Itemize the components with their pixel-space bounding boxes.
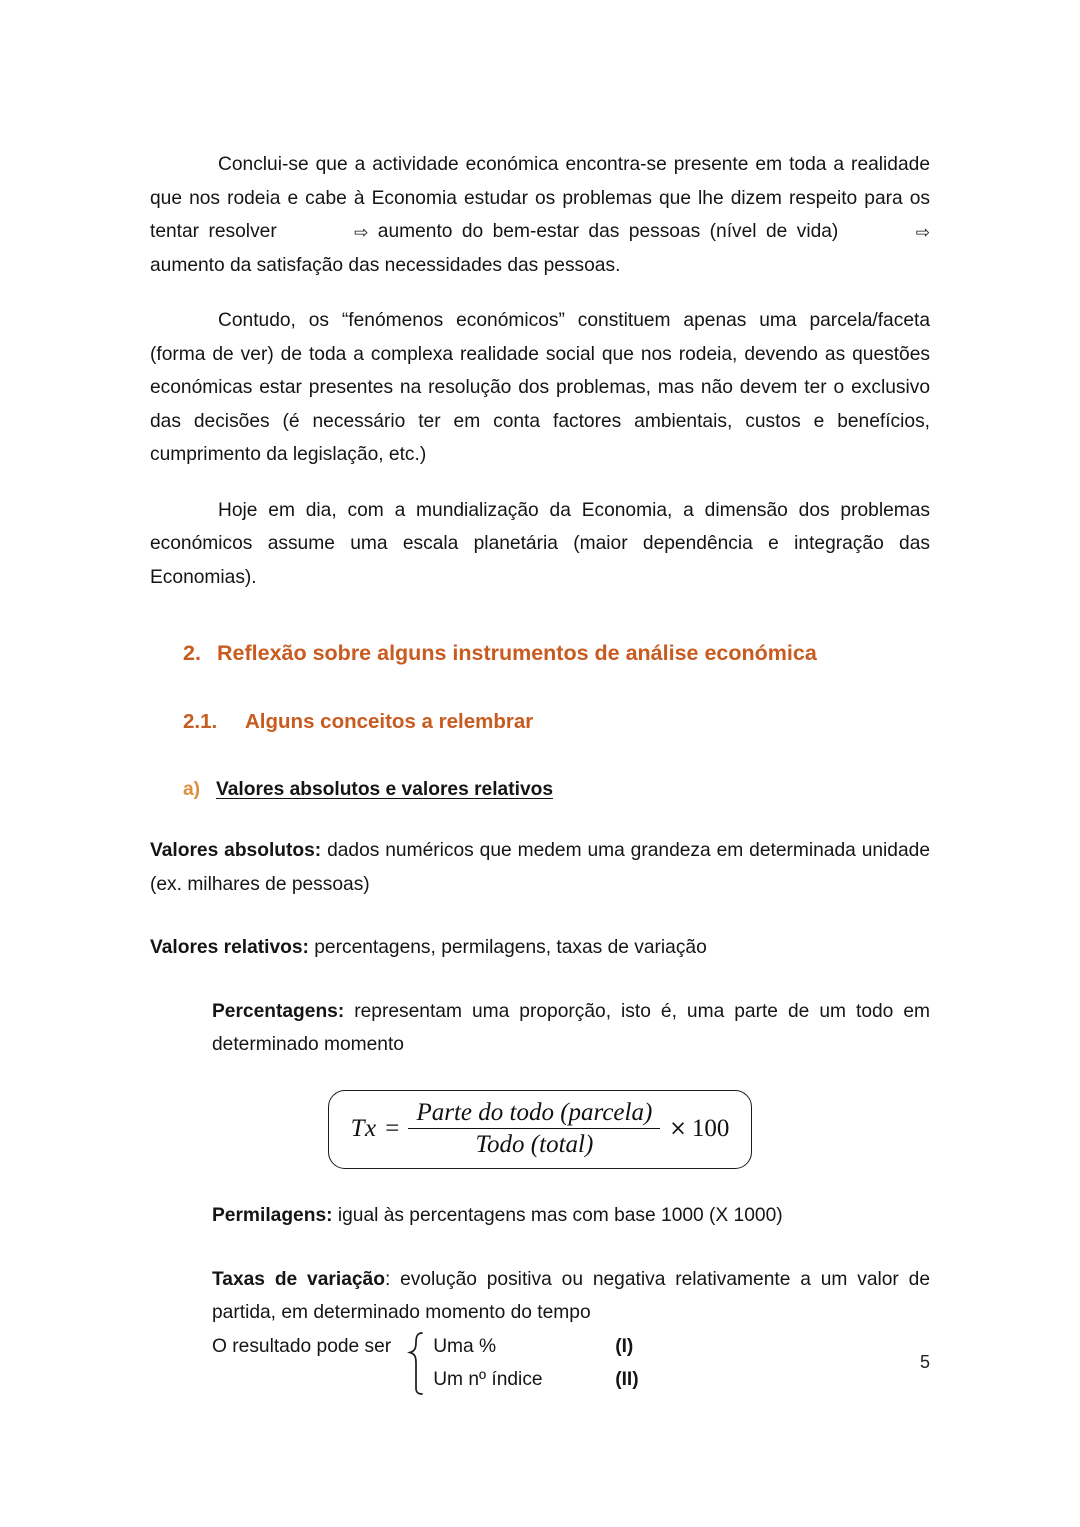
- definition-permilagens: [212, 1199, 930, 1233]
- valores-relativos-term: Valores relativos:: [150, 937, 309, 958]
- formula-box: [328, 1090, 753, 1170]
- percentagens-term: Percentagens:: [212, 1000, 345, 1022]
- item-heading-title: Valores absolutos e valores relativos: [216, 779, 554, 800]
- definition-taxas-variacao: [212, 1263, 930, 1397]
- section-heading: [183, 638, 930, 668]
- formula-lhs: Tx: [350, 1114, 377, 1142]
- subsection-heading: [183, 708, 930, 736]
- rightwards-arrow-icon: ⇨: [354, 223, 369, 243]
- permilagens-text: igual às percentagens mas com base 1000 (X 1000): [332, 1205, 783, 1227]
- paragraph-hoje-em-dia: Hoje em dia, com a mundialização da Economia, a dimensão dos problemas económicos assume uma escala planetária (maior dependência e integração das Economias).: [150, 499, 930, 588]
- section-heading-number: 2.: [183, 641, 201, 665]
- formula-percentagem: [351, 1100, 730, 1158]
- valores-absolutos-text: dados numéricos que medem uma grandeza em determinada unidade (ex. milhares de pessoas): [150, 840, 930, 895]
- definition-valores-absolutos: [150, 834, 930, 901]
- formula-multiplier: 100: [691, 1114, 730, 1142]
- formula-container: [150, 1090, 930, 1170]
- item-heading-marker: a): [183, 779, 201, 800]
- formula-fraction: [408, 1100, 660, 1158]
- percentagens-text: representam uma proporção, isto é, uma parte de um todo em determinado momento: [212, 1000, 930, 1055]
- definition-valores-relativos: [150, 931, 930, 965]
- item-heading: [183, 776, 930, 804]
- result-option-roman: (II): [615, 1369, 639, 1391]
- subsection-heading-number: 2.1.: [183, 710, 218, 733]
- subsection-heading-wrapper: [183, 708, 930, 736]
- paragraph-conclusion-part2: aumento do bem-estar das pessoas (nível de vida): [368, 221, 848, 242]
- permilagens-term: Permilagens:: [212, 1205, 333, 1227]
- formula-denominator: Todo (total): [475, 1131, 594, 1159]
- formula-times-operator: ×: [669, 1115, 687, 1140]
- result-option-roman: (I): [615, 1335, 634, 1357]
- paragraph-contudo: Contudo, os “fenómenos económicos” constituem apenas uma parcela/faceta (forma de ver) de toda a complexa realidade social que nos rodeia, devendo as questões económicas estar presentes na resolução dos problemas, mas não devem ter o exclusivo das decisões (é necessário ter em conta factores ambientais, custos e benefícios, cumprimento da legislação, etc.): [150, 310, 930, 465]
- result-option-label: Um nº índice: [433, 1369, 543, 1391]
- taxas-variacao-term: Taxas de variação: [212, 1268, 385, 1290]
- section-heading-title: Reflexão sobre alguns instrumentos de análise económica: [217, 641, 817, 665]
- formula-numerator: Parte do todo (parcela): [416, 1098, 653, 1126]
- subsection-heading-title: Alguns conceitos a relembrar: [245, 710, 534, 733]
- formula-equals: =: [383, 1114, 401, 1142]
- page-number: 5: [919, 1352, 930, 1372]
- page-content: [150, 148, 930, 1397]
- valores-absolutos-term: Valores absolutos:: [150, 840, 322, 861]
- rightwards-arrow-icon-2: ⇨: [915, 223, 930, 243]
- taxas-variacao-text: : evolução positiva ou negativa relativamente a um valor de partida, em determinado momento do tempo: [212, 1268, 930, 1324]
- paragraph-conclusion: [150, 148, 930, 282]
- paragraph-conclusion-part1: Conclui-se que a actividade económica encontra-se presente em toda a realidade que nos rodeia e cabe à Economia estudar os problemas que lhe dizem respeito para os tentar resolver: [150, 154, 930, 242]
- result-options-lead: O resultado pode ser: [212, 1335, 392, 1357]
- result-option-label: Uma %: [433, 1335, 497, 1357]
- paragraph-conclusion-part3: aumento da satisfação das necessidades das pessoas.: [150, 254, 621, 276]
- section-heading-wrapper: [183, 638, 930, 668]
- item-heading-wrapper: [183, 776, 930, 804]
- valores-relativos-text: percentagens, permilagens, taxas de variação: [308, 937, 707, 958]
- definition-percentagens: [212, 995, 930, 1062]
